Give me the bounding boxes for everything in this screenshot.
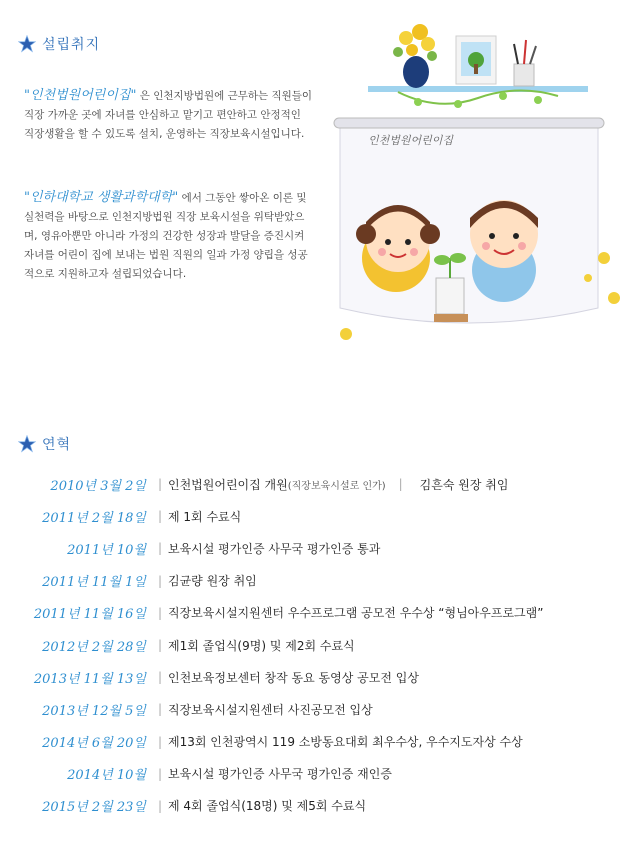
history-row <box>24 726 624 758</box>
intro-section-heading <box>18 34 100 54</box>
history-separator: | <box>157 638 163 653</box>
intro-section-title: 설립취지 <box>42 37 101 53</box>
history-row <box>24 500 624 532</box>
history-row <box>24 629 624 661</box>
children-illustration <box>328 8 628 368</box>
history-separator: | <box>157 477 163 492</box>
history-event: 제1회 졸업식(9명) 및 제2회 수료식 <box>168 638 355 653</box>
history-row <box>24 468 624 500</box>
history-date: 2010년 3월 2일 <box>50 478 146 494</box>
intro-highlight-1: "인천법원어린이집" <box>24 88 137 103</box>
history-date: 2012년 2월 28일 <box>42 639 146 655</box>
star-icon <box>18 35 36 53</box>
history-event: 직장보육시설지원센터 우수프로그램 공모전 우수상 “형님아우프로그램” <box>168 606 544 621</box>
history-event-note: (직장보육시설로 인가) <box>287 480 386 492</box>
history-date: 2015년 2월 23일 <box>42 800 146 816</box>
history-separator: | <box>398 477 403 492</box>
star-icon <box>18 435 36 453</box>
history-event: 제 4회 졸업식(18명) 및 제5회 수료식 <box>168 799 367 814</box>
flower-pot-icon <box>393 24 437 88</box>
history-row <box>24 597 624 629</box>
history-separator: | <box>157 766 163 781</box>
history-separator: | <box>157 734 163 749</box>
history-separator: | <box>157 670 163 685</box>
history-event: 인천법원어린이집 개원 <box>168 477 288 492</box>
pencil-cup-icon <box>514 40 536 86</box>
history-event-extra: 김흔숙 원장 취임 <box>419 477 509 492</box>
history-date: 2011년 2월 18일 <box>42 510 146 526</box>
history-list <box>24 468 624 822</box>
history-event: 직장보육시설지원센터 사진공모전 입상 <box>168 702 373 717</box>
history-date: 2011년 10월 <box>67 542 146 558</box>
history-date: 2011년 11월 16일 <box>33 607 146 623</box>
boy-character-icon <box>470 200 538 302</box>
history-event: 보육시설 평가인증 사무국 평가인증 통과 <box>168 541 381 556</box>
intro-paragraph-1 <box>24 86 314 144</box>
banner-label: 인천법원어린이집 <box>368 134 454 147</box>
history-row <box>24 532 624 564</box>
history-separator: | <box>157 573 163 588</box>
history-row <box>24 661 624 693</box>
history-row <box>24 565 624 597</box>
intro-text-1: 은 인천지방법원에 근무하는 직원들이 직장 가까운 곳에 자녀를 안심하고 맡기고 편안하고 안정적인 직장생활을 할 수 있도록 설치, 운영하는 직장보육시설입니다. <box>24 90 313 140</box>
history-section-title: 연혁 <box>42 437 72 453</box>
intro-paragraph-2 <box>24 188 314 284</box>
history-separator: | <box>157 541 163 556</box>
history-event: 제13회 인천광역시 119 소방동요대회 최우수상, 우수지도자상 수상 <box>168 735 523 750</box>
intro-highlight-2: "인하대학교 생활과학대학" <box>24 190 179 205</box>
history-date: 2014년 6월 20일 <box>42 736 146 752</box>
history-separator: | <box>157 702 163 717</box>
history-separator: | <box>157 605 163 620</box>
history-event: 김균량 원장 취임 <box>168 574 257 589</box>
intro-text-2: 에서 그동안 쌓아온 이론 및 실천력을 바탕으로 인천지방법원 직장 보육시설을 위탁받았으며, 영유아뿐만 아니라 가정의 건강한 성장과 발달을 증진시켜 자녀를 어린이 집에 보내는 법원 직원의 일과 가정 양립을 성공적으로 지원하고자 설립되었습니다. <box>24 192 308 280</box>
history-date: 2011년 11월 1일 <box>42 575 146 591</box>
history-date: 2013년 11월 13일 <box>33 671 146 687</box>
history-row <box>24 693 624 725</box>
history-date: 2013년 12월 5일 <box>42 703 146 719</box>
history-event: 보육시설 평가인증 사무국 평가인증 재인증 <box>168 767 392 782</box>
history-event: 제 1회 수료식 <box>168 509 242 524</box>
history-section-heading <box>18 434 71 454</box>
picture-frame-icon <box>456 36 496 84</box>
history-date: 2014년 10월 <box>67 768 146 784</box>
history-separator: | <box>157 798 163 813</box>
history-event: 인천보육정보센터 창작 동요 동영상 공모전 입상 <box>168 670 419 685</box>
history-separator: | <box>157 509 163 524</box>
history-row <box>24 758 624 790</box>
history-row <box>24 790 624 822</box>
shelf <box>368 86 588 92</box>
